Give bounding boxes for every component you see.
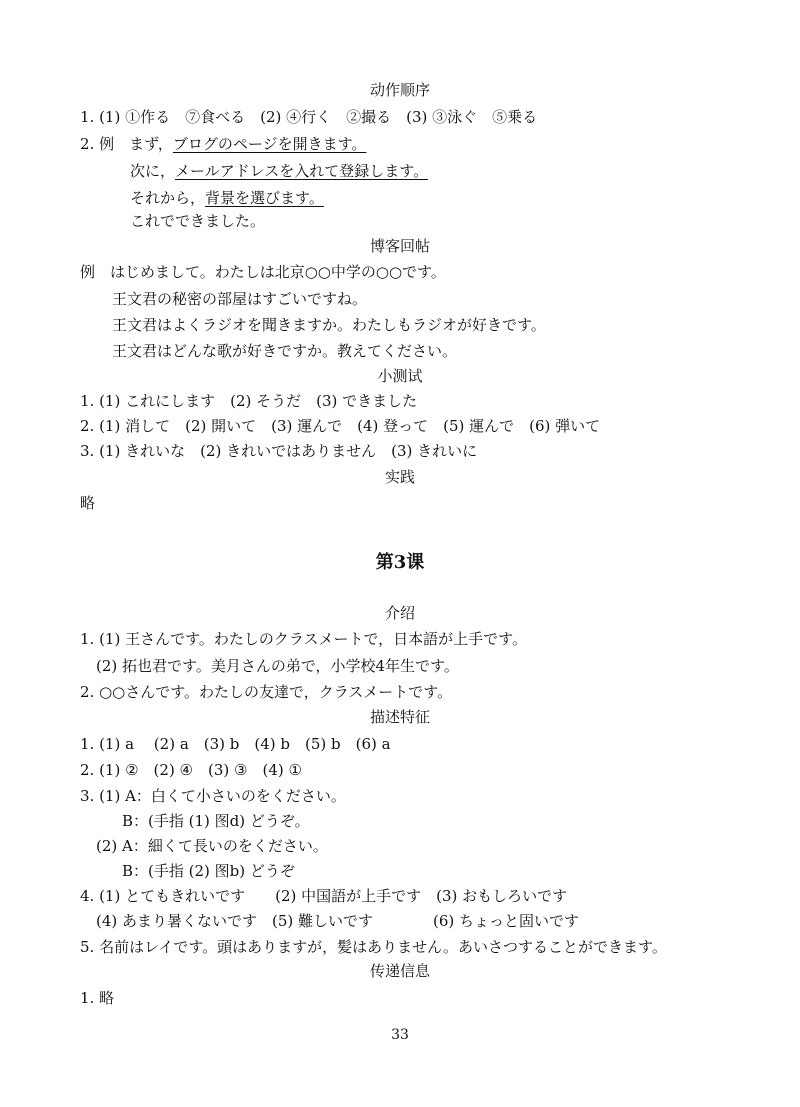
underlined-answer: ブログのページを開きます。: [172, 135, 367, 153]
lesson-title: 第3课: [375, 552, 425, 573]
answer-line: 2. (1) ② (2) ④ (3) ③ (4) ①: [80, 761, 302, 779]
answer-line: (2) A：細くて長いのをください。: [96, 837, 328, 855]
answer-line: 王文君の秘密の部屋はすごいですね。: [112, 290, 368, 308]
underlined-answer: メールアドレスを入れて登録します。: [175, 162, 429, 180]
answer-line: (2) 拓也君です。美月さんの弟で，小学校4年生です。: [96, 657, 459, 675]
section-heading-describe-features: 描述特征: [369, 708, 430, 726]
answer-line: B：(手指 (1) 图d) どうぞ。: [122, 812, 310, 830]
answer-line: [130, 188, 324, 208]
page-number: 33: [391, 1027, 409, 1043]
underlined-answer: 背景を選びます。: [205, 189, 324, 207]
answer-line: [80, 134, 366, 154]
section-heading-blog-reply: 博客回帖: [369, 237, 430, 255]
answer-line: 1. 略: [80, 989, 115, 1007]
answer-line: [130, 161, 428, 181]
answer-line: 3. (1) きれいな (2) きれいではありません (3) きれいに: [80, 442, 478, 460]
answer-line: 1. (1) ①作る ⑦食べる (2) ④行く ②撮る (3) ③泳ぐ ⑤乗る: [80, 108, 538, 126]
section-heading-practice: 实践: [384, 468, 415, 486]
answer-prefix: 次に，: [130, 162, 176, 180]
answer-line: (4) あまり暑くないです (5) 難しいです (6) ちょっと固いです: [96, 912, 580, 930]
answer-line: 1. (1) 王さんです。わたしのクラスメートで，日本語が上手です。: [80, 630, 527, 648]
answer-prefix: 2. 例 まず，: [80, 135, 173, 153]
section-heading-convey-information: 传递信息: [369, 962, 430, 980]
answer-line: 4. (1) とてもきれいです (2) 中国語が上手です (3) おもしろいです: [80, 887, 568, 905]
answer-line: 例 はじめまして。わたしは北京○○中学の○○です。: [80, 263, 446, 281]
answer-line: B：(手指 (2) 图b) どうぞ: [122, 862, 295, 880]
answer-line: 5. 名前はレイです。頭はありますが，髪はありません。あいさつすることができます。: [80, 938, 667, 956]
answer-line: 王文君はどんな歌が好きですか。教えてください。: [112, 342, 458, 360]
answer-line: 3. (1) A：白くて小さいのをください。: [80, 787, 346, 805]
section-heading-action-order: 动作顺序: [369, 81, 430, 99]
answer-line: 1. (1) a (2) a (3) b (4) b (5) b (6) a: [80, 735, 391, 753]
section-heading-introduction: 介绍: [384, 604, 415, 622]
answer-prefix: それから，: [130, 189, 206, 207]
answer-line: 1. (1) これにします (2) そうだ (3) できました: [80, 392, 418, 410]
section-heading-quiz: 小测试: [377, 367, 423, 385]
answer-line: 略: [80, 494, 96, 512]
answer-line: 2. ○○さんです。わたしの友達で，クラスメートです。: [80, 683, 453, 701]
answer-line: 2. (1) 消して (2) 開いて (3) 運んで (4) 登って (5) 運んで (6) 弾いて: [80, 417, 601, 435]
answer-line: これでできました。: [130, 212, 266, 230]
answer-line: 王文君はよくラジオを聞きますか。わたしもラジオが好きです。: [112, 316, 546, 334]
